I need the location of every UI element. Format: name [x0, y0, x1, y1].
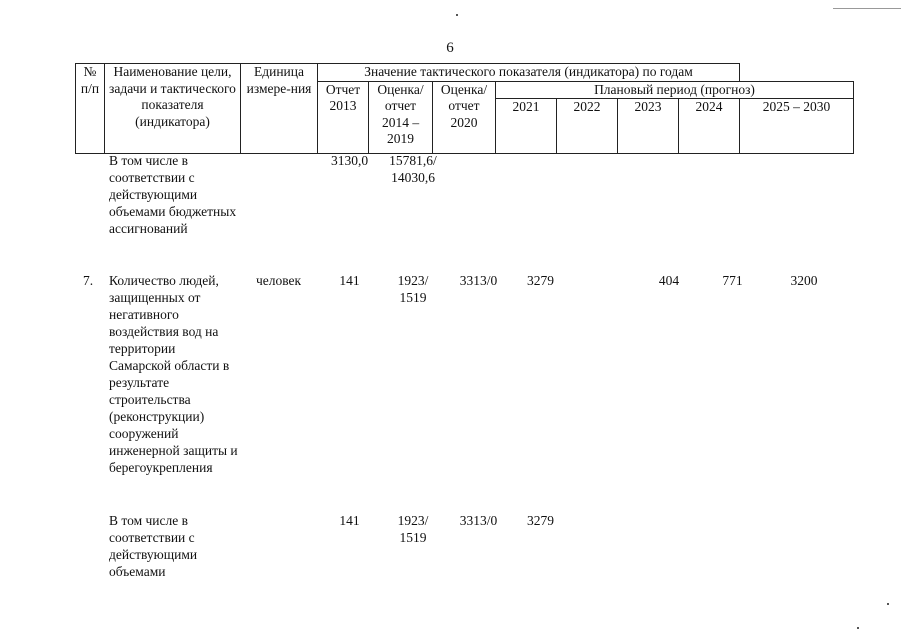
- header-year-2022: 2022: [557, 99, 618, 154]
- scan-speck: [456, 14, 458, 16]
- value-2014-2019: 1923/ 1519: [397, 513, 429, 545]
- header-name: Наименование цели, задачи и тактического показателя (индикатора): [105, 64, 241, 154]
- scan-line-mark: [833, 8, 901, 9]
- header-estimate-2014-2019: Оценка/ отчет 2014 – 2019: [369, 81, 433, 154]
- scan-speck: [887, 603, 889, 605]
- header-unit: Единица измере-ния: [241, 64, 318, 154]
- value-2014-2019: 15781,6/ 14030,6: [389, 153, 437, 185]
- row-unit: человек: [255, 273, 302, 288]
- value-2013: 3130,0: [330, 153, 369, 168]
- value-2021: 3279: [527, 513, 554, 528]
- value-2020: 3313/0: [459, 273, 498, 288]
- indicator-table-header: [75, 63, 854, 154]
- header-values-group: Значение тактического показателя (индикатора) по годам: [318, 64, 740, 82]
- scan-speck: [857, 627, 859, 629]
- header-year-2021: 2021: [496, 99, 557, 154]
- row-name: Количество людей, защищенных от негативного воздействия вод на территории Самарской области в результате строительства (реконструкции) сооружений инженерной защиты и берегоукрепления: [109, 273, 238, 475]
- value-2023: 404: [658, 273, 680, 288]
- header-year-2024: 2024: [679, 99, 740, 154]
- header-year-2023: 2023: [618, 99, 679, 154]
- row-number: 7.: [82, 273, 94, 288]
- header-report-2013: Отчет 2013: [318, 81, 369, 154]
- row-name: В том числе в соответствии с действующими объемами: [109, 513, 198, 579]
- value-2020: 3313/0: [459, 513, 498, 528]
- header-year-2025-2030: 2025 – 2030: [740, 99, 854, 154]
- value-2021: 3279: [527, 273, 554, 288]
- header-number: № п/п: [76, 64, 105, 154]
- value-2013: 141: [339, 513, 360, 528]
- value-2024: 771: [722, 273, 743, 288]
- header-estimate-2020: Оценка/ отчет 2020: [433, 81, 496, 154]
- value-2014-2019: 1923/ 1519: [397, 273, 429, 305]
- header-plan-group: Плановый период (прогноз): [496, 81, 854, 99]
- value-2013: 141: [339, 273, 360, 288]
- page-number: 6: [446, 40, 454, 56]
- row-name: В том числе в соответствии с действующими объемами бюджетных ассигнований: [109, 153, 237, 236]
- value-2025-2030: 3200: [790, 273, 818, 288]
